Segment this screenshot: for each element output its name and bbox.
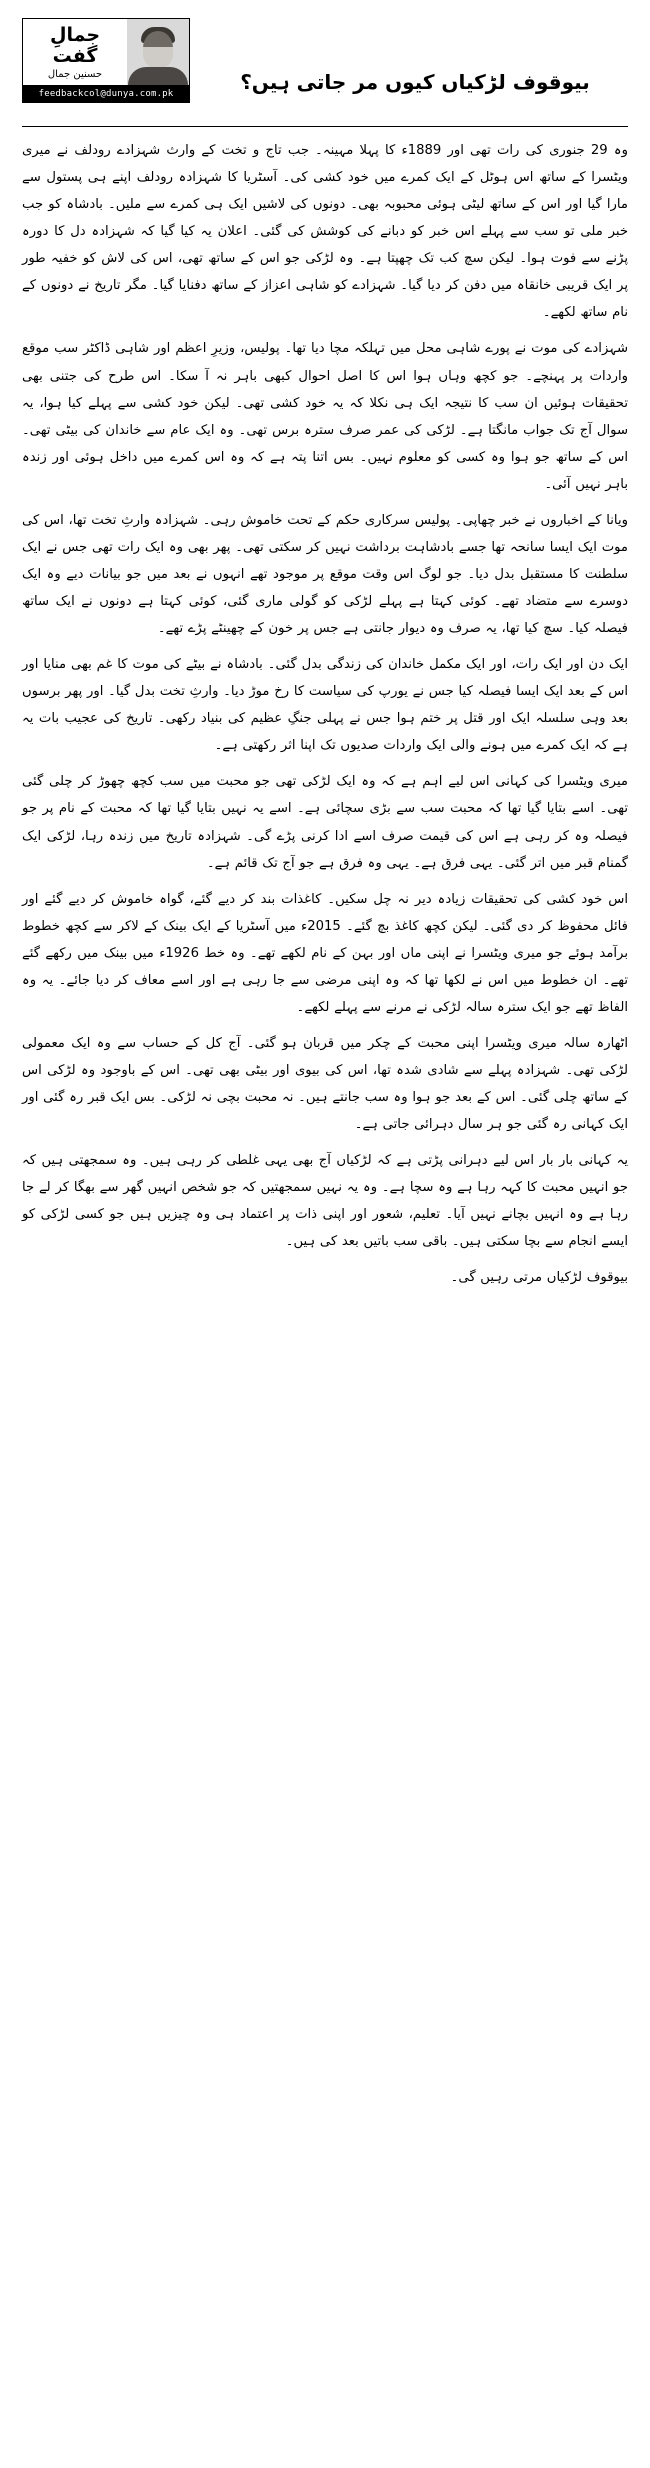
article-paragraph: ویانا کے اخباروں نے خبر چھاپی۔ پولیس سرکاری حکم کے تحت خاموش رہی۔ شہزادہ وارثِ تخت تھا، اس کی موت ایک ایسا سانحہ تھا جسے بادشاہت برداشت نہیں کر سکتی تھی۔ پھر بھی وہ ایک رات تھی جس نے ایک سلطنت کا مستقبل بدل دیا۔ جو لوگ اس وقت موقع پر موجود تھے انہوں نے بعد میں جو بیانات دیے وہ ایک دوسرے سے متضاد تھے۔ کوئی کہتا ہے پہلے لڑکی کو گولی ماری گئی، کوئی کہتا ہے دونوں نے ایک ساتھ فیصلہ کیا۔ سچ کیا تھا، یہ صرف وہ دیوار جانتی ہے جس پر خون کے چھینٹے پڑے تھے۔ <box>22 512 628 637</box>
header-divider <box>22 126 628 127</box>
article-paragraph: میری ویٹسرا کی کہانی اس لیے اہم ہے کہ وہ ایک لڑکی تھی جو محبت میں سب کچھ چھوڑ کر چلی گئی تھی۔ اسے بتایا گیا تھا کہ محبت سب سے بڑی سچائی ہے۔ اسے یہ نہیں بتایا گیا تھا کہ محبت کے نام پر جو فیصلہ وہ کر رہی ہے اس کی قیمت صرف اسے ادا کرنی پڑے گی۔ شہزادہ تاریخ میں زندہ رہا، لڑکی ایک گمنام قبر میں اتر گئی۔ یہی فرق ہے۔ یہی وہ فرق ہے جو آج تک قائم ہے۔ <box>22 774 628 871</box>
article-paragraph: ایک دن اور ایک رات، اور ایک مکمل خاندان کی زندگی بدل گئی۔ بادشاہ نے بیٹے کی موت کا غم بھی منایا اور اس کے بعد ایک ایسا فیصلہ کیا جس نے یورپ کی سیاست کا رخ موڑ دیا۔ وارثِ تخت بدل گیا۔ اور پھر برسوں بعد وہی سلسلہ ایک اور قتل پر ختم ہوا جس نے پہلی جنگِ عظیم کی بنیاد رکھی۔ تاریخ کی عجیب بات یہ ہے کہ ایک کمرے میں ہونے والی ایک واردات صدیوں تک اپنا اثر رکھتی ہے۔ <box>22 657 628 754</box>
article-closing-line: بیوقوف لڑکیاں مرتی رہیں گی۔ <box>450 1270 628 1286</box>
article-paragraph: اٹھارہ سالہ میری ویٹسرا اپنی محبت کے چکر میں قربان ہو گئی۔ آج کل کے حساب سے وہ ایک معمولی لڑکی تھی۔ شہزادہ پہلے سے شادی شدہ تھا، اس کی بیوی اور بیٹی بھی تھی۔ اس کے باوجود وہ لڑکی اس کے ساتھ چلی گئی۔ اس کے بعد جو ہوا وہ سب جانتے ہیں۔ نہ محبت بچی نہ لڑکی۔ بس ایک قبر رہ گئی اور ایک کہانی رہ گئی جو ہر سال دہرائی جاتی ہے۔ <box>22 1035 628 1133</box>
page-title: بیوقوف لڑکیاں کیوں مر جاتی ہیں؟ <box>240 69 590 94</box>
column-logo <box>23 23 127 82</box>
feedback-email[interactable]: feedbackcol@dunya.com.pk <box>22 85 190 103</box>
column-name: جمالِ گفت <box>49 23 101 67</box>
masthead <box>22 18 628 116</box>
columnist-photo <box>127 19 189 85</box>
article-paragraph: اس خود کشی کی تحقیقات زیادہ دیر نہ چل سکیں۔ کاغذات بند کر دیے گئے، گواہ خاموش کر دیے گئے اور فائل محفوظ کر دی گئی۔ لیکن کچھ کاغذ بچ گئے۔ 2015ء میں آسٹریا کے ایک بینک کے لاکر سے کچھ خطوط برآمد ہوئے جو میری ویٹسرا نے اپنی ماں اور بہن کے نام لکھے تھے۔ وہ خط 1926ء میں بینک میں رکھے گئے تھے۔ ان خطوط میں اس نے لکھا تھا کہ وہ اپنی مرضی سے جا رہی ہے اور اسے معاف کر دیا جائے۔ یہ وہ الفاظ تھے جو ایک سترہ سالہ لڑکی نے مرنے سے پہلے لکھے۔ <box>22 891 628 1015</box>
column-brand-block <box>22 18 190 103</box>
column-brand-header <box>22 18 190 85</box>
article-paragraph: یہ کہانی بار بار اس لیے دہرانی پڑتی ہے کہ لڑکیاں آج بھی یہی غلطی کر رہی ہیں۔ وہ سمجھتی ہیں کہ جو انہیں محبت کا کہہ رہا ہے وہ سچا ہے۔ وہ یہ نہیں سمجھتیں کہ جو شخص انہیں گھر سے بھگا کر لے جا رہا ہے وہ انہیں بچانے نہیں آیا۔ تعلیم، شعور اور اپنی ذات پر اعتماد ہی وہ چیزیں ہیں جو کسی لڑکی کو ایسے انجام سے بچا سکتی ہیں۔ باقی سب باتیں بعد کی ہیں۔ <box>22 1153 628 1250</box>
portrait-shoulders-shape <box>128 67 188 85</box>
headline-container <box>202 18 628 116</box>
columnist-name: حسنین جمال <box>47 69 103 81</box>
portrait-beard-shape <box>143 47 173 69</box>
article-body <box>22 137 628 1292</box>
article-paragraph: شہزادے کی موت نے پورے شاہی محل میں تہلکہ مچا دیا تھا۔ پولیس، وزیرِ اعظم اور شاہی ڈاکٹر سب موقع واردات پر پہنچے۔ جو کچھ وہاں ہوا اس کا اصل احوال کبھی باہر نہ آ سکا۔ اس طرح کی جتنی بھی تحقیقات ہوئیں ان سب کا نتیجہ ایک ہی نکلا کہ یہ خود کشی تھی۔ لیکن خود کشی سے پہلے کیا ہوا، یہ سوال آج تک جواب مانگتا ہے۔ لڑکی کی عمر صرف سترہ برس تھی۔ وہ ایک عام سے خاندان کی بیٹی تھی۔ اس کے ساتھ جو ہوا وہ کسی کو معلوم نہیں۔ بس اتنا پتہ ہے کہ وہ اس کمرے میں داخل ہوئی اور زندہ باہر نہیں آئی۔ <box>22 341 628 492</box>
article-paragraph: وہ 29 جنوری کی رات تھی اور 1889ء کا پہلا مہینہ۔ جب تاج و تخت کے وارث شہزادے رودلف نے میری ویٹسرا کے ساتھ اس ہوٹل کے ایک کمرے میں خود کشی کی۔ آسٹریا کا شہزادہ رودلف اپنے ہی پستول سے مارا گیا اور اس کے ساتھ لیٹی ہوئی محبوبہ بھی۔ دونوں کی لاشیں ایک ہی کمرے سے ملیں۔ بادشاہ کو جب خبر ملی تو سب سے پہلے اس خبر کو دبانے کی کوشش کی گئی۔ اعلان یہ کیا گیا کہ شہزادہ دل کا دورہ پڑنے سے فوت ہوا۔ لیکن سچ کب تک چھپتا ہے۔ وہ لڑکی جو اس کے ساتھ تھی، اس کی لاش کو خفیہ طور پر ایک قریبی خانقاہ میں دفن کر دیا گیا۔ شہزادے کو شاہی اعزاز کے ساتھ دفنایا گیا۔ مگر تاریخ نے دونوں کے نام ساتھ لکھے۔ <box>22 143 628 321</box>
